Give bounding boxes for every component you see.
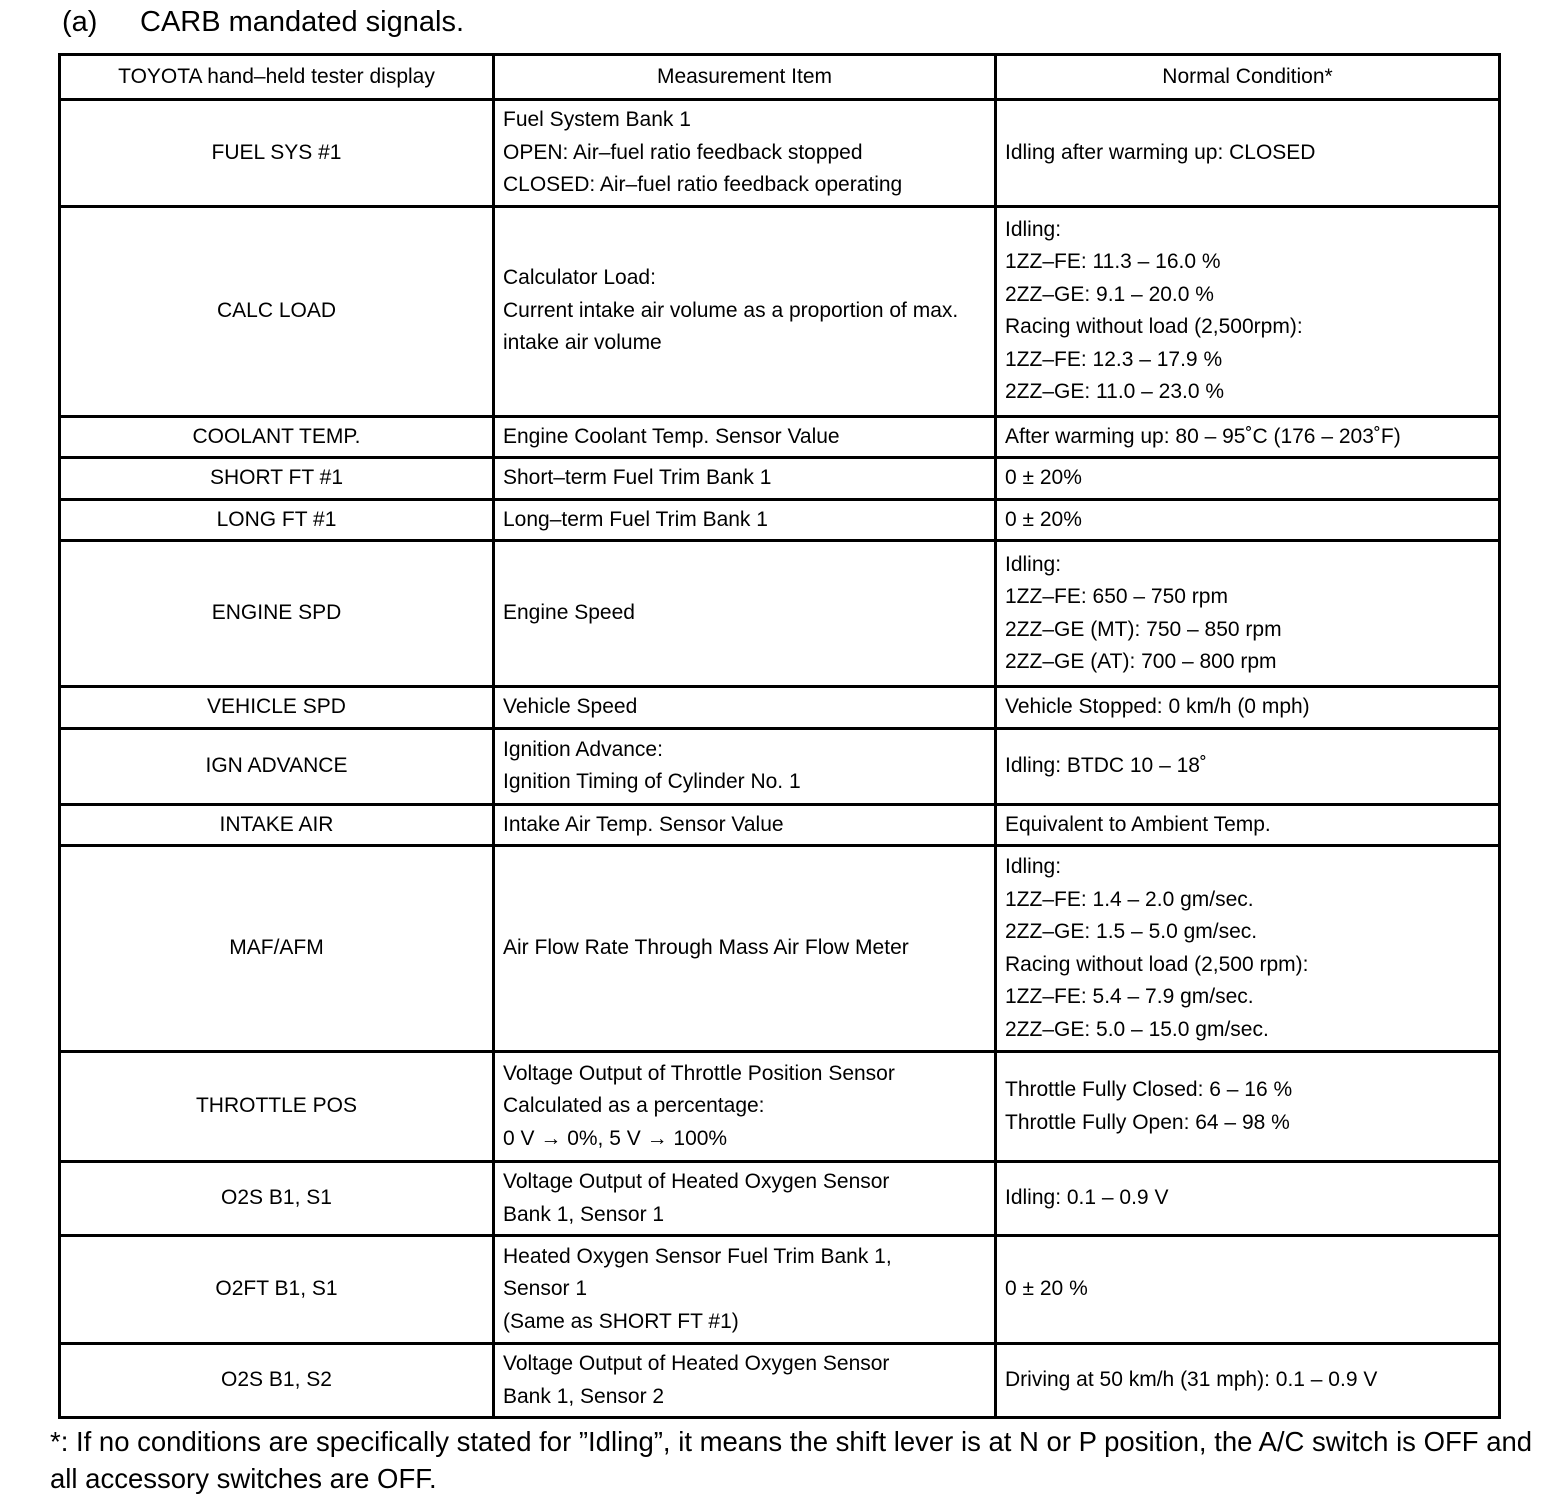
section-heading <box>62 2 464 42</box>
normal-condition-line: Throttle Fully Closed: 6 – 16 % <box>1005 1078 1293 1101</box>
measurement-item-line: (Same as SHORT FT #1) <box>503 1309 739 1333</box>
normal-condition-line: 1ZZ–FE: 11.3 – 16.0 % <box>1005 250 1221 273</box>
measurement-item-cell <box>494 1344 996 1418</box>
measurement-item-cell <box>494 1236 996 1344</box>
measurement-item-cell <box>494 804 996 846</box>
measurement-item-line: Current intake air volume as a proportion of max. <box>503 298 959 322</box>
measurement-item-line: OPEN: Air–fuel ratio feedback stopped <box>503 140 863 164</box>
normal-condition-line: 2ZZ–GE (MT): 750 – 850 rpm <box>1005 617 1282 641</box>
measurement-item-line: intake air volume <box>503 331 662 355</box>
header-tester-display: TOYOTA hand–held tester display <box>60 55 494 100</box>
normal-condition-cell <box>996 728 1500 804</box>
measurement-item-line: Calculator Load: <box>503 266 656 290</box>
tester-display-cell: IGN ADVANCE <box>60 728 494 804</box>
table-row <box>60 100 1500 207</box>
table-row <box>60 1344 1500 1418</box>
measurement-item-cell <box>494 541 996 687</box>
normal-condition-line: Idling: <box>1005 217 1062 241</box>
measurement-item-line: Ignition Advance: <box>503 737 663 761</box>
measurement-item-line: Long–term Fuel Trim Bank 1 <box>503 507 768 531</box>
normal-condition-cell <box>996 100 1500 207</box>
measurement-item-line: Bank 1, Sensor 1 <box>503 1202 665 1226</box>
normal-condition-line: 0 ± 20% <box>1005 466 1082 489</box>
measurement-item-line: Voltage Output of Heated Oxygen Sensor <box>503 1352 890 1375</box>
normal-condition-cell <box>996 499 1500 541</box>
tester-display-cell: CALC LOAD <box>60 206 494 416</box>
table-row <box>60 541 1500 687</box>
normal-condition-line: Idling: 0.1 – 0.9 V <box>1005 1186 1169 1210</box>
table-row <box>60 1236 1500 1344</box>
measurement-item-cell <box>494 499 996 541</box>
measurement-item-cell <box>494 687 996 729</box>
normal-condition-line: 2ZZ–GE (AT): 700 – 800 rpm <box>1005 650 1277 673</box>
normal-condition-line: 1ZZ–FE: 1.4 – 2.0 gm/sec. <box>1005 887 1254 911</box>
section-title: CARB mandated signals. <box>140 6 464 38</box>
normal-condition-line: 0 ± 20 % <box>1005 1277 1088 1301</box>
measurement-item-cell <box>494 846 996 1052</box>
normal-condition-cell <box>996 1344 1500 1418</box>
normal-condition-line: Throttle Fully Open: 64 – 98 % <box>1005 1110 1290 1134</box>
normal-condition-line: Idling: <box>1005 552 1062 576</box>
measurement-item-line: Air Flow Rate Through Mass Air Flow Meter <box>503 936 909 960</box>
table-row <box>60 804 1500 846</box>
normal-condition-cell <box>996 206 1500 416</box>
normal-condition-cell <box>996 416 1500 458</box>
measurement-item-line: Engine Speed <box>503 601 635 625</box>
table-row <box>60 1162 1500 1236</box>
table-row <box>60 499 1500 541</box>
tester-display-cell: VEHICLE SPD <box>60 687 494 729</box>
normal-condition-cell <box>996 846 1500 1052</box>
normal-condition-line: Vehicle Stopped: 0 km/h (0 mph) <box>1005 695 1310 718</box>
tester-display-cell: O2FT B1, S1 <box>60 1236 494 1344</box>
carb-signals-table <box>58 53 1501 1419</box>
normal-condition-line: Racing without load (2,500 rpm): <box>1005 952 1309 976</box>
section-label: (a) <box>62 6 98 38</box>
measurement-item-line: Sensor 1 <box>503 1277 588 1301</box>
normal-condition-line: Idling: <box>1005 855 1062 878</box>
normal-condition-cell <box>996 1162 1500 1236</box>
normal-condition-line: 2ZZ–GE: 1.5 – 5.0 gm/sec. <box>1005 920 1258 943</box>
normal-condition-line: Racing without load (2,500rpm): <box>1005 315 1303 338</box>
normal-condition-cell <box>996 687 1500 729</box>
measurement-item-line: Calculated as a percentage: <box>503 1094 765 1118</box>
tester-display-cell: INTAKE AIR <box>60 804 494 846</box>
normal-condition-line: 2ZZ–GE: 9.1 – 20.0 % <box>1005 282 1214 306</box>
tester-display-cell: LONG FT #1 <box>60 499 494 541</box>
measurement-item-cell <box>494 100 996 207</box>
measurement-item-line: Engine Coolant Temp. Sensor Value <box>503 424 840 448</box>
tester-display-cell: COOLANT TEMP. <box>60 416 494 458</box>
header-measurement-item: Measurement Item <box>494 55 996 100</box>
measurement-item-line: Short–term Fuel Trim Bank 1 <box>503 466 772 489</box>
normal-condition-cell <box>996 541 1500 687</box>
normal-condition-cell <box>996 458 1500 500</box>
table-row <box>60 416 1500 458</box>
tester-display-cell: O2S B1, S2 <box>60 1344 494 1418</box>
tester-display-cell: ENGINE SPD <box>60 541 494 687</box>
normal-condition-line: 1ZZ–FE: 12.3 – 17.9 % <box>1005 347 1223 371</box>
measurement-item-cell <box>494 458 996 500</box>
measurement-item-cell <box>494 728 996 804</box>
tester-display-cell: THROTTLE POS <box>60 1052 494 1162</box>
tester-display-cell: MAF/AFM <box>60 846 494 1052</box>
measurement-item-line: Voltage Output of Heated Oxygen Sensor <box>503 1170 890 1193</box>
measurement-item-cell <box>494 1052 996 1162</box>
normal-condition-line: Driving at 50 km/h (31 mph): 0.1 – 0.9 V <box>1005 1368 1378 1392</box>
measurement-item-line: Ignition Timing of Cylinder No. 1 <box>503 770 801 793</box>
normal-condition-line: Idling: BTDC 10 – 18˚ <box>1005 753 1207 777</box>
normal-condition-cell <box>996 1236 1500 1344</box>
table-header-row <box>60 55 1500 100</box>
table-body <box>60 100 1500 1418</box>
normal-condition-line: Idling after warming up: CLOSED <box>1005 140 1316 164</box>
normal-condition-cell <box>996 1052 1500 1162</box>
table-row <box>60 687 1500 729</box>
normal-condition-line: 1ZZ–FE: 650 – 750 rpm <box>1005 585 1228 608</box>
normal-condition-line: Equivalent to Ambient Temp. <box>1005 812 1271 836</box>
table-row <box>60 206 1500 416</box>
measurement-item-line: Intake Air Temp. Sensor Value <box>503 812 784 836</box>
measurement-item-line: Heated Oxygen Sensor Fuel Trim Bank 1, <box>503 1244 892 1268</box>
normal-condition-cell <box>996 804 1500 846</box>
normal-condition-line: 0 ± 20% <box>1005 507 1082 531</box>
measurement-item-line: Voltage Output of Throttle Position Sensor <box>503 1061 895 1085</box>
footnote: *: If no conditions are specifically stated for ”Idling”, it means the shift lever is at N or P position, the A/C switch is OFF and all accessory switches are OFF. <box>50 1426 1533 1494</box>
measurement-item-cell <box>494 416 996 458</box>
measurement-item-line: Bank 1, Sensor 2 <box>503 1384 665 1408</box>
normal-condition-line: After warming up: 80 – 95˚C (176 – 203˚F) <box>1005 424 1401 448</box>
table-row <box>60 458 1500 500</box>
normal-condition-line: 2ZZ–GE: 5.0 – 15.0 gm/sec. <box>1005 1017 1269 1041</box>
table-row <box>60 728 1500 804</box>
measurement-item-cell <box>494 1162 996 1236</box>
measurement-item-line: CLOSED: Air–fuel ratio feedback operating <box>503 173 903 196</box>
table-row <box>60 846 1500 1052</box>
table-row <box>60 1052 1500 1162</box>
normal-condition-line: 2ZZ–GE: 11.0 – 23.0 % <box>1005 380 1225 403</box>
measurement-item-line: Fuel System Bank 1 <box>503 108 691 131</box>
measurement-item-line: Vehicle Speed <box>503 695 638 718</box>
measurement-item-line: 0 V → 0%, 5 V → 100% <box>503 1126 728 1150</box>
tester-display-cell: FUEL SYS #1 <box>60 100 494 207</box>
header-normal-condition: Normal Condition* <box>996 55 1500 100</box>
tester-display-cell: O2S B1, S1 <box>60 1162 494 1236</box>
tester-display-cell: SHORT FT #1 <box>60 458 494 500</box>
measurement-item-cell <box>494 206 996 416</box>
normal-condition-line: 1ZZ–FE: 5.4 – 7.9 gm/sec. <box>1005 985 1254 1008</box>
